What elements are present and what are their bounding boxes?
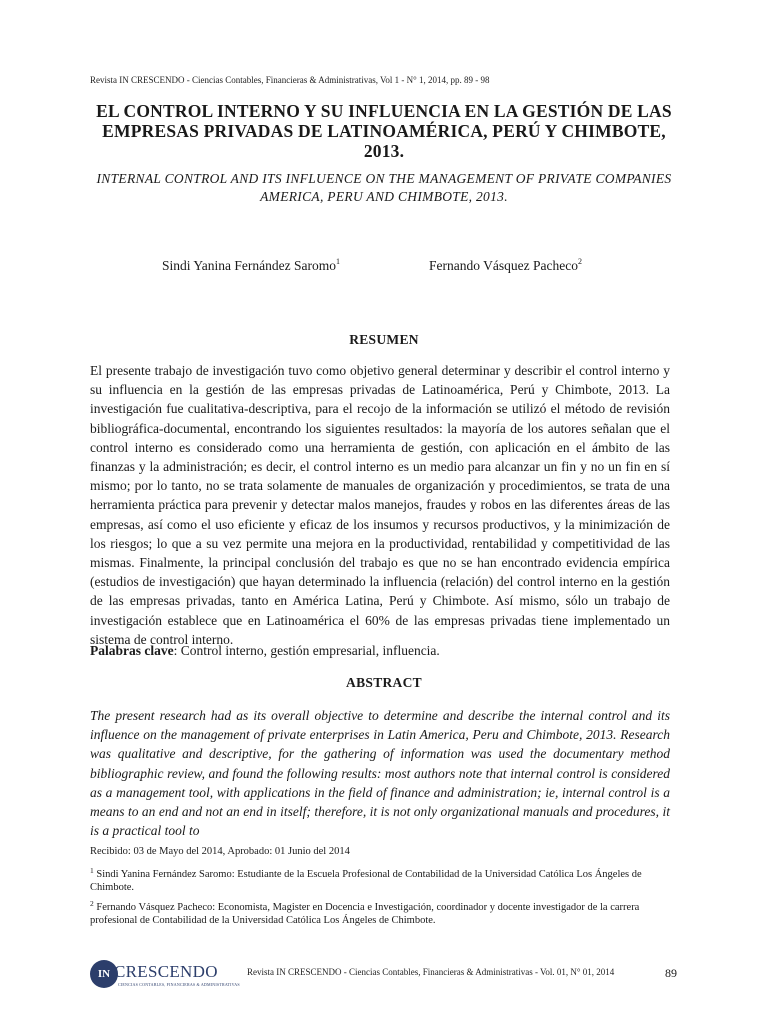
author-name: Sindi Yanina Fernández Saromo — [162, 258, 336, 273]
author-name: Fernando Vásquez Pacheco — [429, 258, 578, 273]
logo-circle: IN — [90, 960, 118, 988]
footnote-text: Sindi Yanina Fernández Saromo: Estudiante de la Escuela Profesional de Contabilidad de la Universidad Católica Los Ángeles de Chimbote. — [90, 868, 642, 893]
footer-journal: Revista IN CRESCENDO - Ciencias Contables, Financieras & Administrativas - Vol. 01, N° 01, 2014 — [247, 967, 615, 977]
footnote-1 — [90, 864, 670, 895]
author-1 — [162, 257, 340, 274]
resumen-body: El presente trabajo de investigación tuvo como objetivo general determinar y describir el control interno y su influencia en la gestión de las empresas privadas de Latinoamérica, Perú y Chimbote, 2013. La investigación fue cualitativa-descriptiva, para el recojo de la información se utilizó el método de revisión bibliográfica-documental, encontrando los siguientes resultados: la mayoría de los autores señalan que el control interno es considerado como una herramienta de gestión, con aplicación en el ámbito de las finanzas y la administración; es decir, el control interno es un medio para alcanzar un fin y no un fin en sí mismo; por lo tanto, no se trata solamente de manuales de organización y procedimientos, se trata de una herramienta práctica para prevenir y detectar malos manejos, fraudes y robos en las diferentes áreas de las empresas, así como el uso eficiente y eficaz de los insumos y recursos productivos, y la minimización de los riesgos; lo que a su vez permite una mejora en la productividad, rentabilidad y competitividad de las mismas. Finalmente, la principal conclusión del trabajo es que no se han encontrado evidencia empírica (estudios de investigación) que hayan determinado la influencia (relación) del control interno en la gestión de las empresas privadas, tanto en América Latina, Perú y Chimbote. Así mismo, sólo un trabajo de investigación establece que en Latinoamérica el 60% de las empresas privadas tiene implementado un sistema de control interno. — [90, 363, 670, 647]
article-title: EL CONTROL INTERNO Y SU INFLUENCIA EN LA GESTIÓN DE LAS EMPRESAS PRIVADAS DE LATINOAMÉRICA, PERÚ Y CHIMBOTE, 2013. — [96, 101, 672, 161]
keywords-text: : Control interno, gestión empresarial, influencia. — [173, 643, 440, 658]
abstract-heading: ABSTRACT — [346, 675, 422, 690]
keywords-label: Palabras clave — [90, 643, 174, 658]
footnotes — [90, 845, 670, 930]
resumen-heading: RESUMEN — [349, 332, 419, 347]
abstract-body: The present research had as its overall objective to determine and describe the internal control and its influence on the management of private enterprises in Latin America, Peru and Chimbote, 2013. Research was qualitative and descriptive, for the gathering of information was used the documentary method bibliographic review, and found the following results: most authors note that internal control is considered as a management tool, with applications in the field of finance and administration; ie, internal control is a means to an end and not an end in itself; therefore, it is not only organizational manuals and procedures, it is a practical tool to — [90, 708, 670, 839]
footnote-mark: 2 — [90, 898, 94, 908]
footnote-2 — [90, 897, 670, 928]
logo-wordmark: CRESCENDO — [114, 962, 218, 981]
journal-logo — [90, 960, 240, 990]
author-2 — [429, 257, 582, 274]
logo-tagline: CIENCIAS CONTABLES, FINANCIERAS & ADMINISTRATIVAS — [118, 982, 240, 987]
received-date: Recibido: 03 de Mayo del 2014, Aprobado: 01 Junio del 2014 — [90, 846, 350, 857]
author-footnote-mark[interactable]: 1 — [335, 257, 340, 266]
footnote-text: Fernando Vásquez Pacheco: Economista, Magister en Docencia e Investigación, coordinador y docente investigador de la carrera profesional de Contabilidad de la Universidad Católica Los Ángeles de Chimbote. — [90, 901, 640, 926]
author-footnote-mark[interactable]: 2 — [577, 257, 582, 266]
page-number: 89 — [665, 966, 677, 980]
journal-header: Revista IN CRESCENDO - Ciencias Contables, Financieras & Administrativas, Vol 1 - N° 1, 2014, pp. 89 - 98 — [90, 75, 490, 85]
article-subtitle: INTERNAL CONTROL AND ITS INFLUENCE ON THE MANAGEMENT OF PRIVATE COMPANIES AMERICA, PERU AND CHIMBOTE, 2013. — [96, 171, 672, 204]
keywords — [90, 641, 670, 660]
footnote-mark: 1 — [90, 865, 94, 875]
